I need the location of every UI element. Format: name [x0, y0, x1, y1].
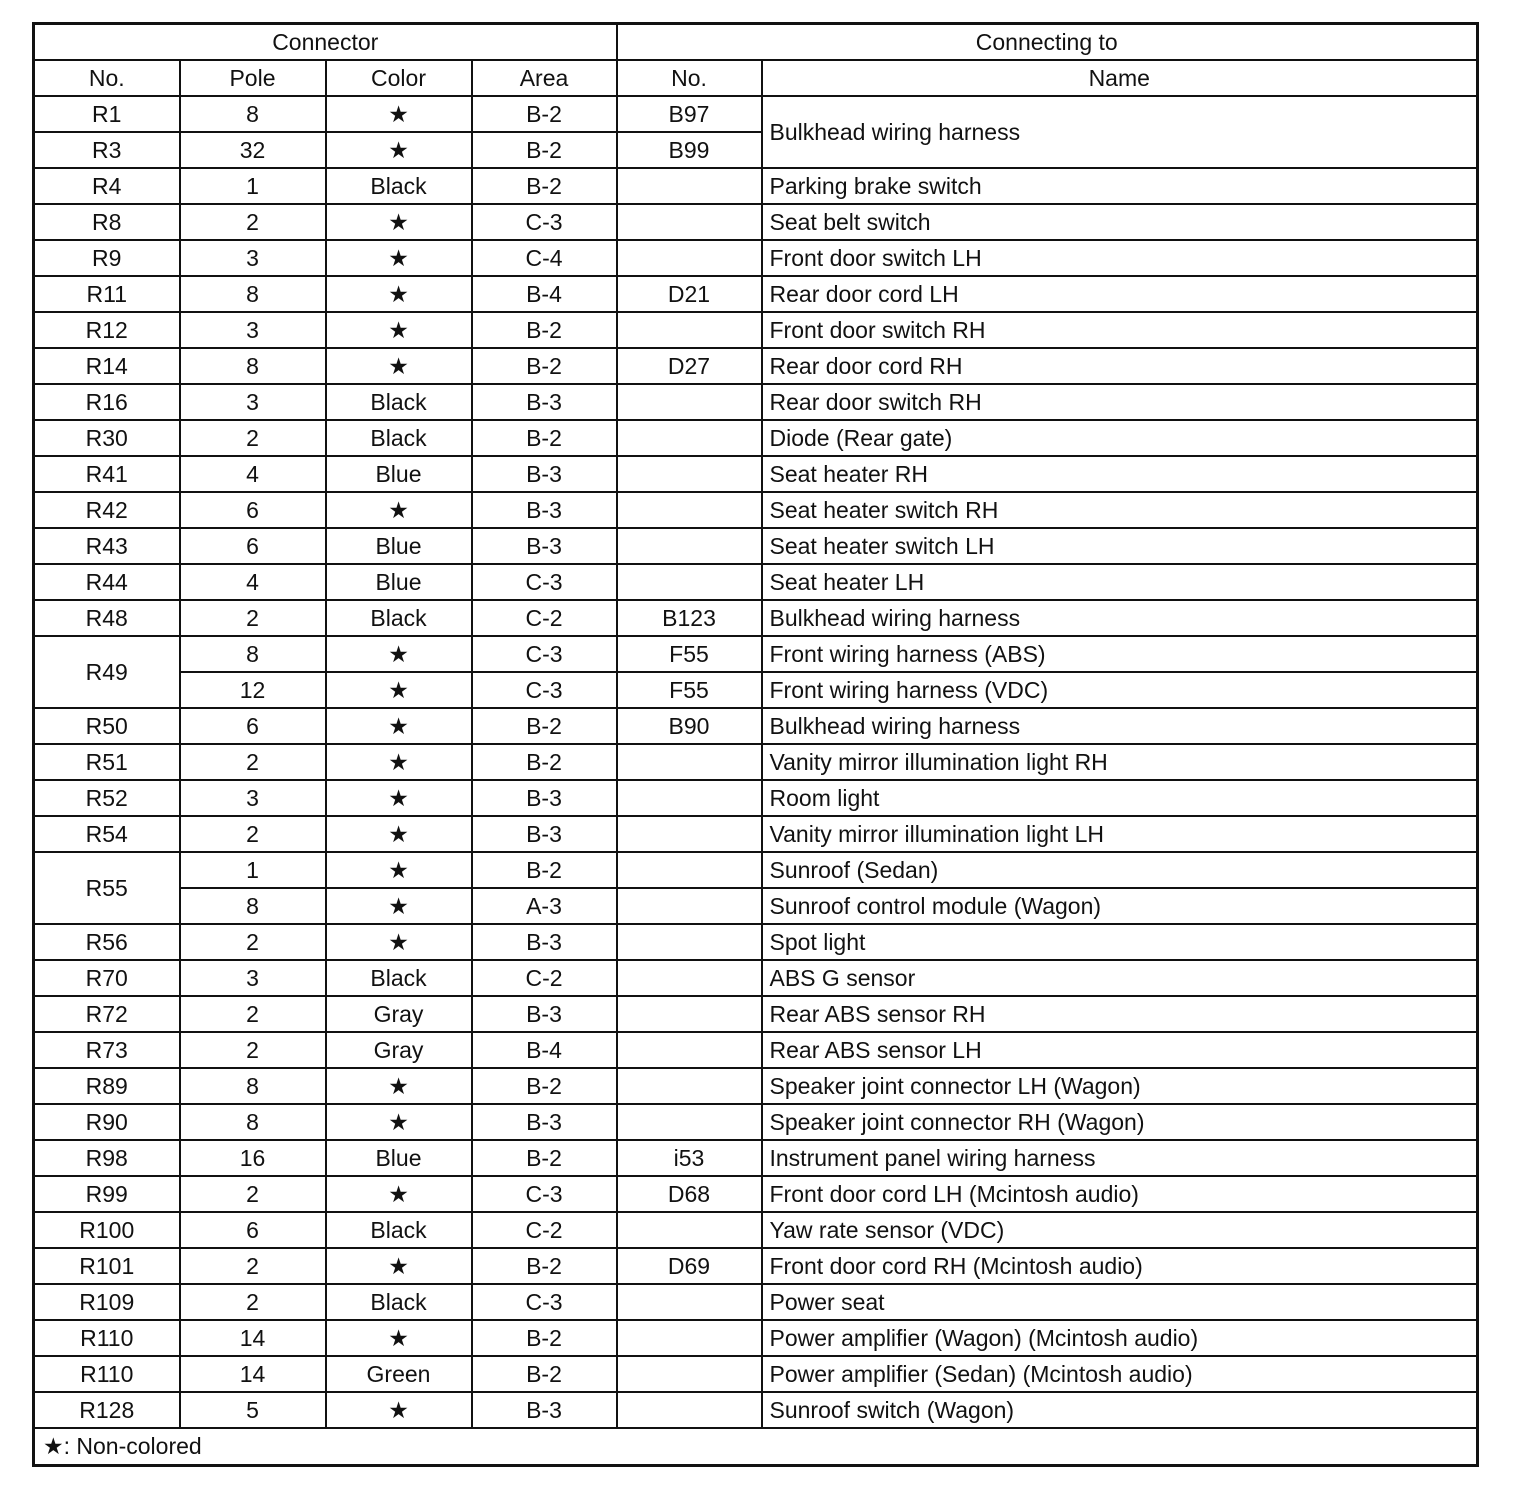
cell-to-no [617, 744, 762, 780]
cell-to-no: B97 [617, 96, 762, 132]
table-row [34, 960, 1478, 996]
cell-color: Black [326, 1212, 472, 1248]
cell-name: Instrument panel wiring harness [762, 1140, 1478, 1176]
cell-no: R128 [34, 1392, 180, 1428]
cell-pole: 3 [180, 780, 326, 816]
cell-area: B-2 [472, 708, 617, 744]
table-row [34, 1248, 1478, 1284]
connector-table [32, 22, 1479, 1467]
cell-name: Seat heater switch LH [762, 528, 1478, 564]
cell-no: R49 [34, 636, 180, 708]
cell-name: ABS G sensor [762, 960, 1478, 996]
cell-area: B-2 [472, 168, 617, 204]
cell-area: B-2 [472, 312, 617, 348]
cell-name: Parking brake switch [762, 168, 1478, 204]
cell-color: ★ [326, 348, 472, 384]
col-header-name: Name [762, 60, 1478, 96]
cell-color: Blue [326, 456, 472, 492]
cell-no: R41 [34, 456, 180, 492]
cell-no: R101 [34, 1248, 180, 1284]
table-row [34, 1104, 1478, 1140]
cell-pole: 8 [180, 276, 326, 312]
cell-name: Front wiring harness (VDC) [762, 672, 1478, 708]
cell-color: Black [326, 168, 472, 204]
cell-color: ★ [326, 888, 472, 924]
cell-pole: 4 [180, 564, 326, 600]
cell-no: R51 [34, 744, 180, 780]
cell-area: B-2 [472, 852, 617, 888]
cell-pole: 2 [180, 744, 326, 780]
table-row [34, 1392, 1478, 1428]
cell-name: Seat belt switch [762, 204, 1478, 240]
cell-to-no [617, 1356, 762, 1392]
cell-no: R16 [34, 384, 180, 420]
cell-area: C-3 [472, 204, 617, 240]
cell-to-no [617, 780, 762, 816]
table-row [34, 276, 1478, 312]
cell-pole: 6 [180, 1212, 326, 1248]
cell-pole: 3 [180, 384, 326, 420]
cell-area: C-3 [472, 1284, 617, 1320]
cell-no: R100 [34, 1212, 180, 1248]
cell-no: R98 [34, 1140, 180, 1176]
cell-to-no [617, 420, 762, 456]
cell-area: B-3 [472, 996, 617, 1032]
table-row [34, 1032, 1478, 1068]
cell-to-no [617, 528, 762, 564]
connector-group-header: Connector [34, 24, 617, 61]
col-header-no: No. [34, 60, 180, 96]
cell-no: R99 [34, 1176, 180, 1212]
cell-no: R4 [34, 168, 180, 204]
cell-name: Sunroof switch (Wagon) [762, 1392, 1478, 1428]
cell-no: R43 [34, 528, 180, 564]
table-row [34, 528, 1478, 564]
cell-no: R50 [34, 708, 180, 744]
cell-to-no [617, 240, 762, 276]
table-row [34, 996, 1478, 1032]
cell-to-no [617, 1104, 762, 1140]
cell-name: Spot light [762, 924, 1478, 960]
cell-to-no: F55 [617, 636, 762, 672]
cell-color: ★ [326, 1392, 472, 1428]
cell-pole: 8 [180, 348, 326, 384]
cell-area: B-2 [472, 1320, 617, 1356]
cell-pole: 16 [180, 1140, 326, 1176]
cell-name: Rear door cord RH [762, 348, 1478, 384]
cell-area: B-3 [472, 1104, 617, 1140]
cell-no: R55 [34, 852, 180, 924]
cell-to-no [617, 1068, 762, 1104]
footnote-row [34, 1428, 1478, 1466]
cell-area: B-2 [472, 348, 617, 384]
table-row [34, 1140, 1478, 1176]
cell-name: Seat heater switch RH [762, 492, 1478, 528]
cell-pole: 8 [180, 96, 326, 132]
cell-to-no: i53 [617, 1140, 762, 1176]
cell-to-no [617, 564, 762, 600]
cell-pole: 1 [180, 168, 326, 204]
cell-name: Speaker joint connector RH (Wagon) [762, 1104, 1478, 1140]
cell-name: Front door cord RH (Mcintosh audio) [762, 1248, 1478, 1284]
cell-name: Bulkhead wiring harness [762, 600, 1478, 636]
cell-color: Blue [326, 528, 472, 564]
cell-color: ★ [326, 636, 472, 672]
cell-name: Rear door switch RH [762, 384, 1478, 420]
cell-to-no [617, 492, 762, 528]
table-row [34, 240, 1478, 276]
table-row [34, 348, 1478, 384]
cell-name: Diode (Rear gate) [762, 420, 1478, 456]
cell-no: R48 [34, 600, 180, 636]
cell-pole: 6 [180, 492, 326, 528]
cell-pole: 2 [180, 204, 326, 240]
table-body [34, 96, 1478, 1466]
cell-color: Black [326, 384, 472, 420]
cell-color: ★ [326, 816, 472, 852]
col-header-color: Color [326, 60, 472, 96]
cell-name: Front wiring harness (ABS) [762, 636, 1478, 672]
cell-color: ★ [326, 1248, 472, 1284]
cell-color: ★ [326, 780, 472, 816]
table-row [34, 816, 1478, 852]
cell-color: ★ [326, 1104, 472, 1140]
cell-color: Gray [326, 996, 472, 1032]
table-row [34, 744, 1478, 780]
cell-to-no: F55 [617, 672, 762, 708]
table-row [34, 888, 1478, 924]
table-row [34, 708, 1478, 744]
cell-to-no: B123 [617, 600, 762, 636]
cell-to-no [617, 384, 762, 420]
cell-name: Power seat [762, 1284, 1478, 1320]
cell-pole: 8 [180, 1104, 326, 1140]
cell-to-no [617, 1212, 762, 1248]
cell-no: R89 [34, 1068, 180, 1104]
table-row [34, 96, 1478, 132]
table-row [34, 456, 1478, 492]
cell-color: Black [326, 960, 472, 996]
cell-pole: 3 [180, 312, 326, 348]
footnote: ★: Non-colored [34, 1428, 1478, 1466]
table-row [34, 1356, 1478, 1392]
cell-name: Front door switch LH [762, 240, 1478, 276]
cell-color: Black [326, 1284, 472, 1320]
col-header-pole: Pole [180, 60, 326, 96]
cell-color: ★ [326, 204, 472, 240]
table-row [34, 420, 1478, 456]
cell-pole: 12 [180, 672, 326, 708]
cell-to-no: B99 [617, 132, 762, 168]
table-row [34, 600, 1478, 636]
table-row [34, 204, 1478, 240]
cell-no: R42 [34, 492, 180, 528]
table-row [34, 312, 1478, 348]
col-header-to-no: No. [617, 60, 762, 96]
connecting-to-group-header: Connecting to [617, 24, 1478, 61]
cell-area: A-3 [472, 888, 617, 924]
cell-color: ★ [326, 132, 472, 168]
table-row [34, 492, 1478, 528]
cell-name: Vanity mirror illumination light LH [762, 816, 1478, 852]
table-row [34, 1176, 1478, 1212]
cell-pole: 2 [180, 996, 326, 1032]
cell-name: Rear ABS sensor RH [762, 996, 1478, 1032]
group-header-row [34, 24, 1478, 61]
cell-to-no: D21 [617, 276, 762, 312]
cell-area: C-3 [472, 672, 617, 708]
cell-name: Front door cord LH (Mcintosh audio) [762, 1176, 1478, 1212]
cell-area: B-2 [472, 420, 617, 456]
cell-color: ★ [326, 276, 472, 312]
cell-area: B-4 [472, 1032, 617, 1068]
cell-to-no [617, 312, 762, 348]
cell-area: B-3 [472, 384, 617, 420]
cell-no: R9 [34, 240, 180, 276]
table-row [34, 636, 1478, 672]
table-row [34, 1284, 1478, 1320]
column-header-row [34, 60, 1478, 96]
cell-to-no [617, 996, 762, 1032]
cell-area: B-3 [472, 816, 617, 852]
cell-color: ★ [326, 708, 472, 744]
cell-to-no: D27 [617, 348, 762, 384]
cell-color: ★ [326, 1068, 472, 1104]
cell-area: B-3 [472, 528, 617, 564]
table-row [34, 1320, 1478, 1356]
cell-pole: 5 [180, 1392, 326, 1428]
cell-name: Bulkhead wiring harness [762, 708, 1478, 744]
cell-pole: 2 [180, 924, 326, 960]
cell-no: R110 [34, 1320, 180, 1356]
cell-no: R14 [34, 348, 180, 384]
cell-to-no [617, 852, 762, 888]
cell-pole: 4 [180, 456, 326, 492]
cell-color: Blue [326, 564, 472, 600]
cell-area: B-3 [472, 456, 617, 492]
cell-name: Seat heater RH [762, 456, 1478, 492]
cell-area: B-2 [472, 744, 617, 780]
table-row [34, 1068, 1478, 1104]
cell-area: C-3 [472, 636, 617, 672]
cell-pole: 2 [180, 816, 326, 852]
cell-to-no [617, 960, 762, 996]
cell-pole: 2 [180, 1248, 326, 1284]
table-row [34, 780, 1478, 816]
cell-no: R70 [34, 960, 180, 996]
cell-color: Black [326, 600, 472, 636]
cell-pole: 2 [180, 1176, 326, 1212]
cell-color: ★ [326, 1320, 472, 1356]
cell-no: R44 [34, 564, 180, 600]
cell-color: Green [326, 1356, 472, 1392]
cell-color: ★ [326, 924, 472, 960]
cell-to-no [617, 1032, 762, 1068]
cell-pole: 2 [180, 600, 326, 636]
cell-area: B-2 [472, 1068, 617, 1104]
cell-pole: 3 [180, 240, 326, 276]
cell-pole: 14 [180, 1356, 326, 1392]
cell-area: B-2 [472, 96, 617, 132]
cell-to-no: B90 [617, 708, 762, 744]
cell-area: B-2 [472, 1248, 617, 1284]
cell-color: ★ [326, 672, 472, 708]
table-row [34, 672, 1478, 708]
cell-pole: 14 [180, 1320, 326, 1356]
cell-to-no [617, 168, 762, 204]
cell-color: ★ [326, 240, 472, 276]
cell-no: R109 [34, 1284, 180, 1320]
cell-area: B-3 [472, 1392, 617, 1428]
cell-pole: 2 [180, 420, 326, 456]
table-row [34, 924, 1478, 960]
cell-no: R1 [34, 96, 180, 132]
cell-to-no [617, 204, 762, 240]
cell-color: ★ [326, 1176, 472, 1212]
cell-area: C-2 [472, 960, 617, 996]
cell-area: C-4 [472, 240, 617, 276]
table-row [34, 564, 1478, 600]
cell-no: R56 [34, 924, 180, 960]
cell-to-no: D69 [617, 1248, 762, 1284]
cell-area: B-2 [472, 1356, 617, 1392]
cell-color: Blue [326, 1140, 472, 1176]
cell-area: C-2 [472, 600, 617, 636]
cell-color: Gray [326, 1032, 472, 1068]
cell-no: R110 [34, 1356, 180, 1392]
cell-pole: 2 [180, 1284, 326, 1320]
cell-pole: 8 [180, 636, 326, 672]
cell-to-no [617, 1284, 762, 1320]
cell-pole: 3 [180, 960, 326, 996]
cell-area: B-4 [472, 276, 617, 312]
cell-color: ★ [326, 492, 472, 528]
cell-name: Power amplifier (Wagon) (Mcintosh audio) [762, 1320, 1478, 1356]
cell-no: R73 [34, 1032, 180, 1068]
cell-name: Vanity mirror illumination light RH [762, 744, 1478, 780]
cell-area: C-2 [472, 1212, 617, 1248]
cell-area: B-3 [472, 780, 617, 816]
cell-to-no [617, 456, 762, 492]
table-row [34, 1212, 1478, 1248]
cell-pole: 6 [180, 528, 326, 564]
cell-color: ★ [326, 96, 472, 132]
cell-to-no [617, 888, 762, 924]
cell-to-no [617, 924, 762, 960]
cell-pole: 6 [180, 708, 326, 744]
cell-to-no [617, 1392, 762, 1428]
cell-name: Sunroof (Sedan) [762, 852, 1478, 888]
cell-no: R3 [34, 132, 180, 168]
cell-color: Black [326, 420, 472, 456]
cell-name: Room light [762, 780, 1478, 816]
cell-pole: 8 [180, 888, 326, 924]
cell-area: B-2 [472, 1140, 617, 1176]
cell-no: R11 [34, 276, 180, 312]
cell-pole: 8 [180, 1068, 326, 1104]
cell-no: R12 [34, 312, 180, 348]
cell-to-no [617, 816, 762, 852]
cell-color: ★ [326, 852, 472, 888]
cell-name: Bulkhead wiring harness [762, 96, 1478, 168]
cell-no: R30 [34, 420, 180, 456]
cell-area: B-3 [472, 492, 617, 528]
cell-to-no: D68 [617, 1176, 762, 1212]
cell-no: R72 [34, 996, 180, 1032]
cell-area: B-3 [472, 924, 617, 960]
cell-color: ★ [326, 312, 472, 348]
cell-name: Power amplifier (Sedan) (Mcintosh audio) [762, 1356, 1478, 1392]
cell-name: Rear door cord LH [762, 276, 1478, 312]
cell-area: C-3 [472, 564, 617, 600]
cell-name: Rear ABS sensor LH [762, 1032, 1478, 1068]
col-header-area: Area [472, 60, 617, 96]
cell-no: R8 [34, 204, 180, 240]
cell-name: Front door switch RH [762, 312, 1478, 348]
table-row [34, 168, 1478, 204]
cell-no: R54 [34, 816, 180, 852]
cell-name: Speaker joint connector LH (Wagon) [762, 1068, 1478, 1104]
cell-to-no [617, 1320, 762, 1356]
cell-name: Yaw rate sensor (VDC) [762, 1212, 1478, 1248]
cell-name: Seat heater LH [762, 564, 1478, 600]
cell-pole: 2 [180, 1032, 326, 1068]
table-row [34, 852, 1478, 888]
cell-area: B-2 [472, 132, 617, 168]
cell-name: Sunroof control module (Wagon) [762, 888, 1478, 924]
cell-color: ★ [326, 744, 472, 780]
table-row [34, 384, 1478, 420]
cell-no: R52 [34, 780, 180, 816]
cell-area: C-3 [472, 1176, 617, 1212]
cell-pole: 32 [180, 132, 326, 168]
cell-no: R90 [34, 1104, 180, 1140]
cell-pole: 1 [180, 852, 326, 888]
